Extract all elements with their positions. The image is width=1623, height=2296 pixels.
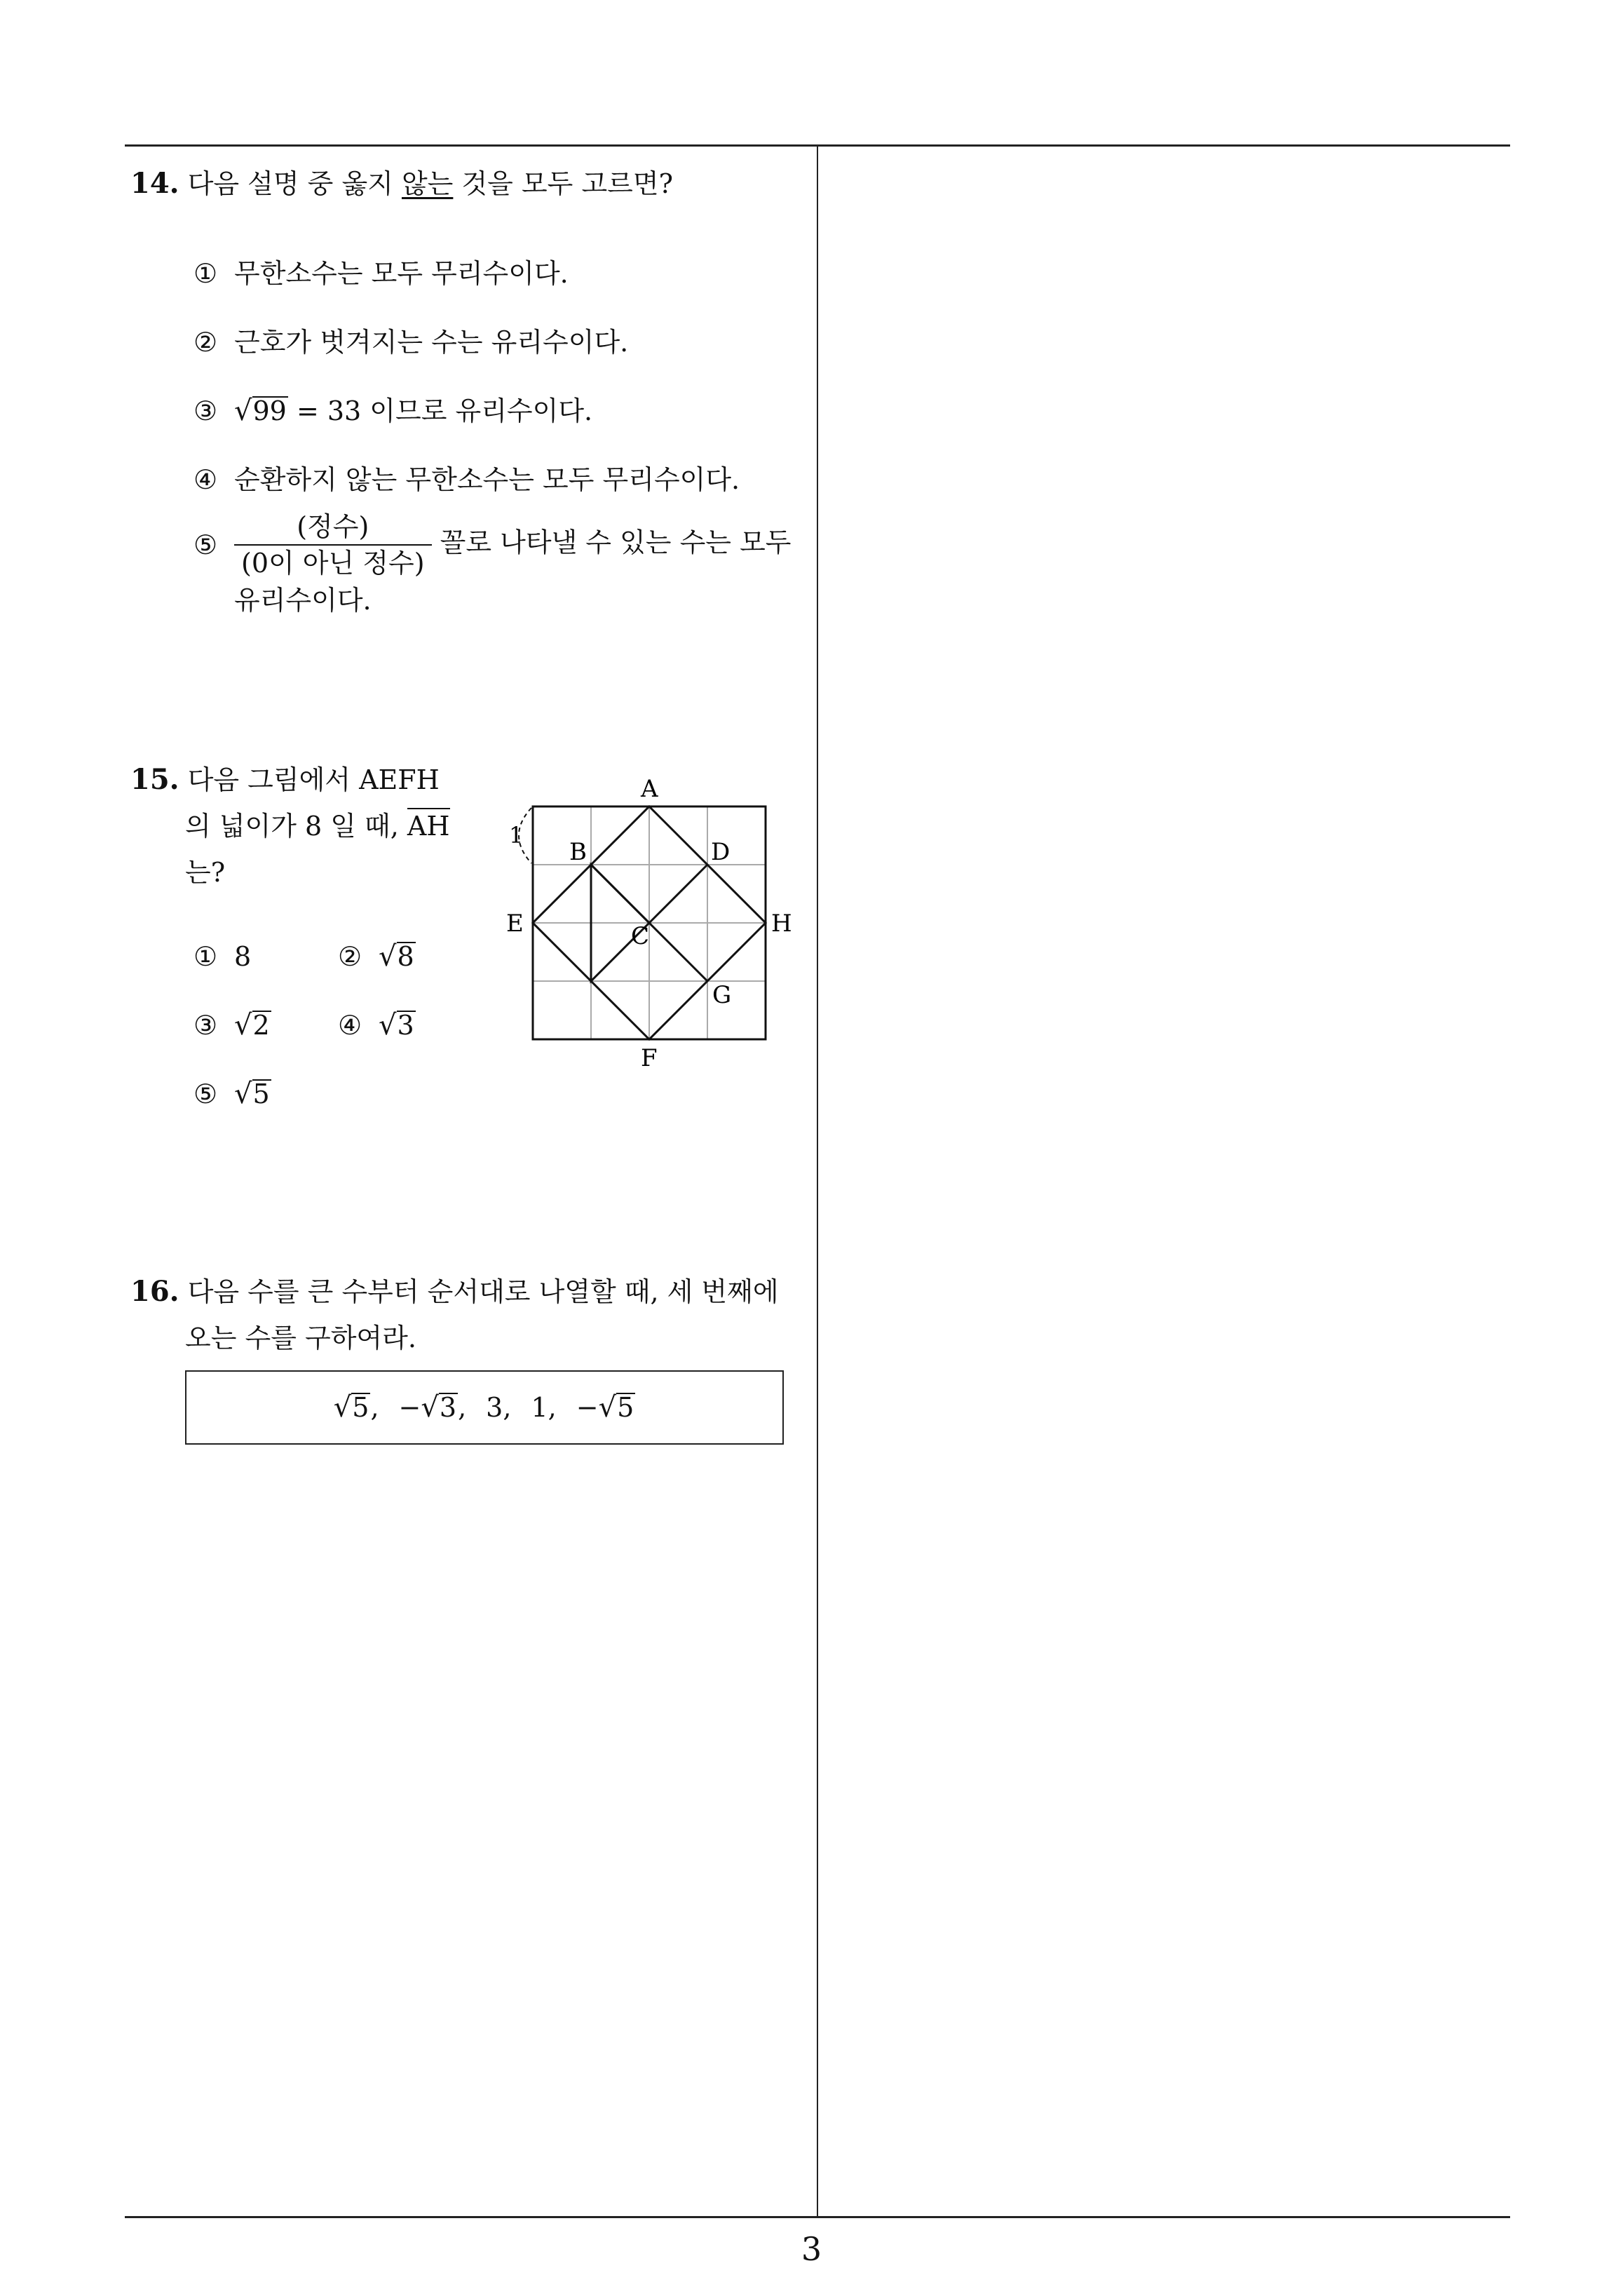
column-divider <box>817 144 818 2216</box>
page-number: 3 <box>801 2230 822 2268</box>
sqrt-expression: √2 <box>234 1009 270 1041</box>
number-list-box <box>185 1370 784 1445</box>
q14-option-2[interactable]: ② 근호가 벗겨지는 수는 유리수이다. <box>193 327 629 358</box>
bottom-rule <box>125 2216 1510 2218</box>
q15-option-3[interactable]: ③ √2 <box>193 1006 271 1045</box>
label-A: A <box>641 775 658 803</box>
segment-overline: AH <box>407 808 450 842</box>
geometry-figure <box>491 764 792 1087</box>
question-16-stem: 16. 다음 수를 큰 수부터 순서대로 나열할 때, 세 번째에 <box>130 1275 779 1308</box>
q14-option-5[interactable]: ⑤ $\frac{\text{(정수)}}{\text{(0이 아닌 정수)}}$ 꼴로 나타낼 수 있는 수는 모두 <box>193 511 792 579</box>
list-item: √5, <box>333 1391 379 1424</box>
question-number: 15. <box>130 763 179 796</box>
list-item: 3, <box>486 1392 512 1423</box>
label-C: C <box>631 922 650 950</box>
emphasis-underline: 않는 <box>401 168 454 199</box>
question-number: 14. <box>130 167 179 200</box>
fraction: $\frac{\text{(정수)}}{\text{(0이 아닌 정수)}}$ <box>234 511 432 579</box>
label-F: F <box>641 1044 658 1072</box>
q15-option-4[interactable]: ④ √3 <box>338 1006 416 1045</box>
q14-option-4[interactable]: ④ 순환하지 않는 무한소수는 모두 무리수이다. <box>193 464 740 495</box>
question-number: 16. <box>130 1275 179 1308</box>
sqrt-expression: √99 <box>234 395 287 427</box>
question-15-stem: 15. 다음 그림에서 AEFH <box>130 763 440 796</box>
list-item: −√5 <box>576 1391 634 1424</box>
q14-option-5-continued: 유리수이다. <box>234 585 372 616</box>
question-16-stem-line2: 오는 수를 구하여라. <box>185 1323 416 1353</box>
label-G: G <box>712 981 732 1009</box>
label-D: D <box>711 838 731 866</box>
list-item: 1, <box>531 1392 557 1423</box>
label-H: H <box>771 910 792 938</box>
list-item: −√3, <box>398 1391 467 1424</box>
question-15-stem-line3: 는? <box>185 857 226 888</box>
q14-option-1[interactable]: ① 무한소수는 모두 무리수이다. <box>193 258 569 289</box>
sqrt-expression: √8 <box>379 940 414 973</box>
q15-option-5[interactable]: ⑤ √5 <box>193 1074 271 1114</box>
q14-option-3[interactable]: ③ √99 = 33 이므로 유리수이다. <box>193 391 592 431</box>
label-E: E <box>506 910 524 938</box>
sqrt-expression: √5 <box>234 1078 270 1110</box>
unit-label: 1 <box>509 822 524 849</box>
label-B: B <box>569 838 587 866</box>
q15-option-2[interactable]: ② √8 <box>338 937 416 976</box>
question-14-stem: 14. 다음 설명 중 옳지 않는 것을 모두 고르면? <box>130 167 673 200</box>
sqrt-expression: √3 <box>379 1009 414 1041</box>
question-15-stem-line2: 의 넓이가 8 일 때, AH <box>185 806 450 846</box>
q15-option-1[interactable]: ① 8 <box>193 941 252 972</box>
